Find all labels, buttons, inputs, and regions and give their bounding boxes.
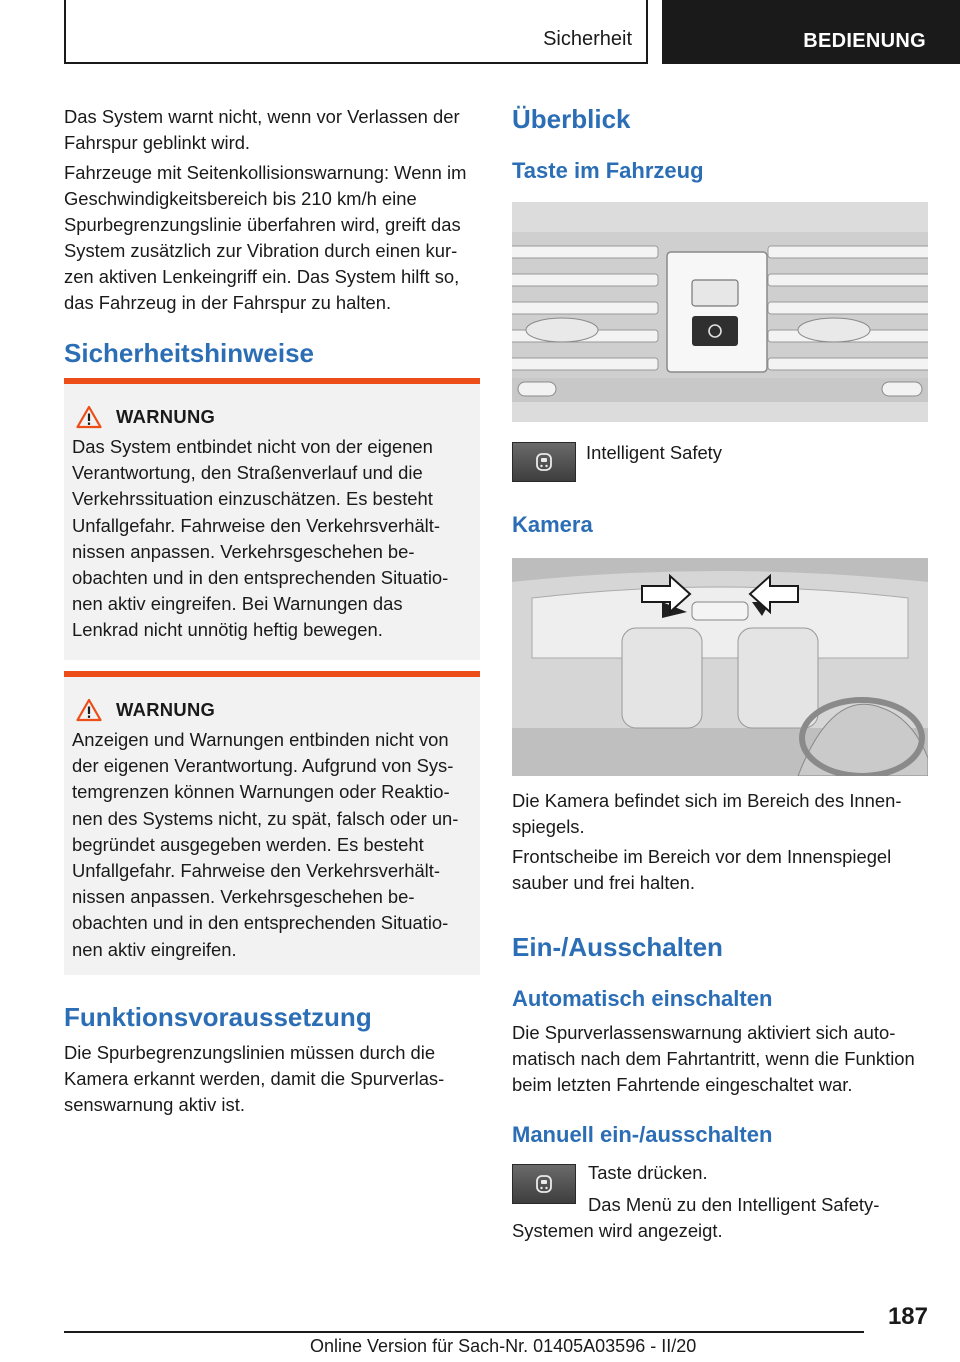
header-section-title: Sicherheit: [543, 28, 632, 50]
intro-paragraph-2: Fahrzeuge mit Seitenkollisionswarnung: Wenn im Geschwindigkeitsbereich bis 210 km/h eine Spurbegrenzungslinie überfahren wird, greift das System zusätzlich zur Vibration durch einen kurzen aktiven Lenkeingriff ein. Das System hilft so, das Fahrzeug in der Fahrspur zu halten.: [64, 162, 467, 313]
header-chapter-box: [662, 0, 960, 64]
warning-text-2: Anzeigen und Warnungen entbinden nicht von der eigenen Verantwortung. Aufgrund von Systemgrenzen können Warnungen oder Reaktionen des Systems nicht, zu spät, falsch oder unbegründet ausgegeben werden. Es besteht Unfallgefahr. Fahrweise den Verkehrsverhältnissen anpassen. Verkehrsgeschehen beobachten und in den entsprechenden Situationen aktiv eingreifen.: [72, 729, 459, 960]
button-photo: [512, 202, 928, 422]
manual-text-1: Taste drücken.: [588, 1162, 708, 1183]
camera-text-2: Frontscheibe im Bereich vor dem Innenspiegel sauber und frei halten.: [512, 846, 892, 893]
air-vent-illustration: [512, 202, 928, 422]
onoff-heading: Ein-/Ausschalten: [512, 932, 723, 962]
warning-header-2: [72, 697, 472, 723]
header-chapter-title: BEDIENUNG: [803, 30, 926, 52]
header-section-box: [64, 0, 648, 64]
camera-text-1: Die Kamera befindet sich im Bereich des Innenspiegels.: [512, 790, 902, 837]
manual-text-2: Das Menü zu den Intelligent Safety-Systemen wird angezeigt.: [512, 1194, 880, 1241]
safety-heading: Sicherheitshinweise: [64, 338, 314, 368]
warning-header-1: [72, 404, 472, 430]
overview-heading: Überblick: [512, 104, 631, 134]
warning-title-2: WARNUNG: [116, 699, 216, 720]
button-label: Intelligent Safety: [586, 442, 722, 463]
manual-heading: Manuell ein-/ausschalten: [512, 1122, 773, 1147]
requirements-heading: Funktionsvoraussetzung: [64, 1002, 372, 1032]
button-heading: Taste im Fahrzeug: [512, 158, 704, 183]
warning-box-2: [64, 671, 480, 975]
car-shield-icon: [533, 451, 555, 473]
auto-text: Die Spurverlassenswarnung aktiviert sich automatisch nach dem Fahrtantritt, wenn die Funktion beim letzten Fahrtende eingeschaltet war.: [512, 1022, 915, 1095]
warning-box-1: [64, 378, 480, 660]
warning-text-1: Das System entbindet nicht von der eigenen Verantwortung, den Straßenverlauf und die Verkehrssituation einzuschätzen. Es besteht Unfallgefahr. Fahrweise den Verkehrsverhältnissen anpassen. Verkehrsgeschehen beobachten und in den entsprechenden Situationen aktiv eingreifen. Bei Warnungen das Lenkrad nicht unnötig heftig bewegen.: [72, 436, 449, 641]
requirements-text: Die Spurbegrenzungslinien müssen durch die Kamera erkannt werden, damit die Spurverlassenswarnung aktiv ist.: [64, 1042, 445, 1115]
footer-divider: [64, 1331, 864, 1333]
camera-heading: Kamera: [512, 512, 593, 537]
car-interior-illustration: [512, 558, 928, 776]
warning-title-1: WARNUNG: [116, 406, 216, 427]
intro-paragraph-1: Das System warnt nicht, wenn vor Verlassen der Fahrspur geblinkt wird.: [64, 106, 460, 153]
footer-online-version: Online Version für Sach-Nr. 01405A03596 - II/20: [310, 1336, 697, 1356]
page-number: 187: [887, 1303, 928, 1330]
intelligent-safety-button-icon: [512, 442, 576, 482]
warning-triangle-icon: [76, 698, 102, 722]
camera-photo: [512, 558, 928, 776]
warning-triangle-icon: [76, 405, 102, 429]
auto-heading: Automatisch einschalten: [512, 986, 773, 1011]
